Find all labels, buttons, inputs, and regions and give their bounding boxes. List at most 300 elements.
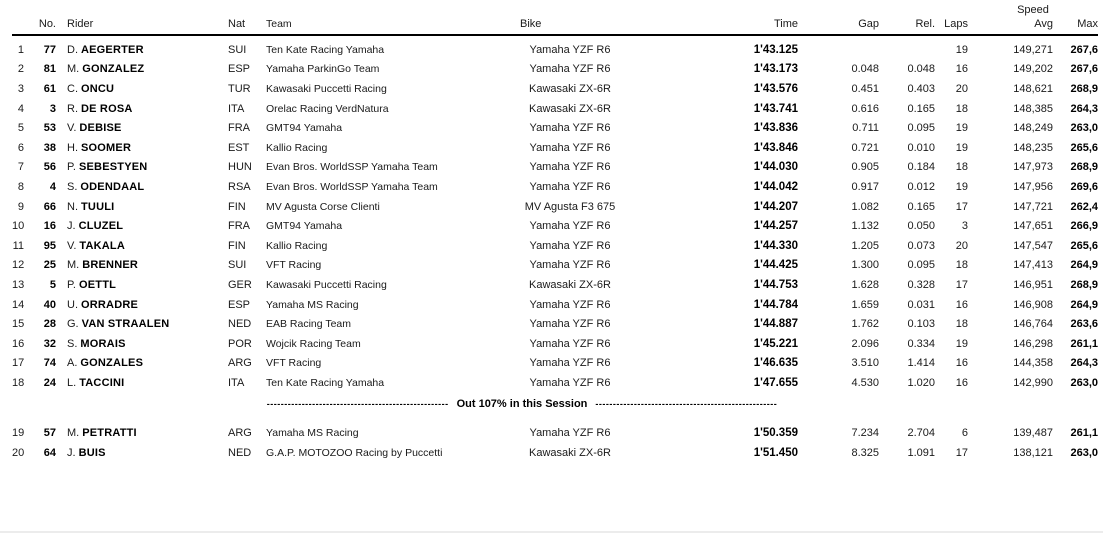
rider-initial: R. — [67, 102, 78, 115]
position-cell: 3 — [17, 82, 24, 95]
rel-cell: 0.328 — [907, 278, 935, 291]
col-header-gap: Gap — [858, 18, 879, 30]
max-speed-cell: 263,0 — [1070, 122, 1098, 135]
team-cell: VFT Racing — [266, 259, 322, 272]
rider-initial: C. — [67, 82, 78, 95]
team-cell: MV Agusta Corse Clienti — [266, 200, 380, 213]
max-speed-cell: 268,9 — [1070, 278, 1098, 291]
avg-speed-cell: 149,271 — [1013, 43, 1053, 56]
cutoff-label: Out 107% in this Session — [456, 397, 588, 410]
avg-speed-cell: 149,202 — [1013, 63, 1053, 76]
rel-cell: 2.704 — [907, 427, 935, 440]
rider-surname: TUULI — [81, 200, 115, 213]
max-speed-cell: 263,6 — [1070, 318, 1098, 331]
bike-cell: Yamaha YZF R6 — [529, 141, 611, 154]
rel-cell: 0.010 — [907, 141, 935, 154]
time-cell: 1'44.207 — [753, 200, 798, 213]
rider-surname: TACCINI — [79, 376, 125, 389]
team-cell: GMT94 Yamaha — [266, 220, 343, 233]
max-speed-cell: 262,4 — [1070, 200, 1098, 213]
laps-cell: 19 — [955, 122, 968, 135]
bike-cell: Yamaha YZF R6 — [529, 357, 611, 370]
avg-speed-cell: 147,413 — [1013, 259, 1053, 272]
position-cell: 8 — [17, 180, 24, 193]
rider-name-cell — [58, 103, 228, 115]
rider-number-cell: 40 — [43, 298, 56, 311]
rider-number-cell: 74 — [43, 357, 56, 370]
rider-surname: ODENDAAL — [80, 180, 145, 193]
gap-cell: 7.234 — [851, 427, 879, 440]
gap-cell: 1.205 — [851, 239, 879, 252]
rider-name-cell — [58, 161, 228, 173]
avg-speed-cell: 147,956 — [1013, 180, 1053, 193]
bike-cell: Yamaha YZF R6 — [529, 63, 611, 76]
rider-name-cell — [58, 201, 228, 213]
laps-cell: 16 — [955, 357, 968, 370]
time-cell: 1'44.784 — [753, 298, 798, 311]
header-rule — [12, 34, 1098, 36]
rel-cell: 0.403 — [907, 82, 935, 95]
bike-cell: Yamaha YZF R6 — [529, 239, 611, 252]
laps-cell: 19 — [955, 43, 968, 56]
time-cell: 1'44.887 — [753, 318, 798, 331]
max-speed-cell: 263,0 — [1070, 376, 1098, 389]
rider-initial: N. — [67, 200, 78, 213]
rider-surname: VAN STRAALEN — [81, 318, 170, 331]
position-cell: 18 — [12, 376, 25, 389]
rider-initial: S. — [67, 180, 78, 193]
laps-cell: 16 — [955, 376, 968, 389]
laps-cell: 16 — [955, 63, 968, 76]
separator-dashes-right: ---------------------------------------------------- — [595, 398, 778, 409]
result-row — [12, 118, 1098, 138]
laps-cell: 20 — [955, 239, 968, 252]
max-speed-cell: 268,9 — [1070, 161, 1098, 174]
nationality-cell: SUI — [228, 259, 247, 272]
column-header-row — [12, 17, 1098, 32]
gap-cell: 0.721 — [851, 141, 879, 154]
gap-cell: 0.711 — [852, 122, 879, 135]
gap-cell: 8.325 — [851, 447, 879, 460]
rider-initial: L. — [67, 376, 77, 389]
nationality-cell: FIN — [228, 239, 246, 252]
result-row — [12, 373, 1098, 393]
bike-cell: Yamaha YZF R6 — [529, 337, 611, 350]
rider-surname: DE ROSA — [81, 102, 133, 115]
col-header-team: Team — [266, 18, 292, 30]
rel-cell: 1.091 — [907, 447, 935, 460]
avg-speed-cell: 144,358 — [1013, 357, 1053, 370]
col-header-rider: Rider — [67, 18, 94, 30]
rider-surname: ORRADRE — [81, 298, 139, 311]
rider-name-cell — [58, 427, 228, 439]
col-header-rel: Rel. — [915, 18, 935, 30]
rel-cell: 0.165 — [907, 102, 935, 115]
nationality-cell: POR — [228, 337, 252, 350]
bike-cell: Yamaha YZF R6 — [529, 298, 611, 311]
result-row — [12, 295, 1098, 315]
rider-surname: TAKALA — [79, 239, 125, 252]
position-cell: 13 — [12, 278, 25, 291]
rider-number-cell: 61 — [43, 82, 56, 95]
nationality-cell: HUN — [228, 161, 252, 174]
rel-cell: 1.020 — [907, 376, 935, 389]
rider-name-cell — [58, 181, 228, 193]
rider-initial: U. — [67, 298, 78, 311]
rider-number-cell: 66 — [43, 200, 56, 213]
laps-cell: 18 — [955, 318, 968, 331]
result-row — [12, 256, 1098, 276]
avg-speed-cell: 146,298 — [1013, 337, 1053, 350]
team-cell: Yamaha MS Racing — [266, 427, 359, 440]
rel-cell: 0.095 — [907, 122, 935, 135]
bike-cell: Yamaha YZF R6 — [529, 43, 611, 56]
team-cell: EAB Racing Team — [266, 318, 352, 331]
position-cell: 17 — [12, 357, 25, 370]
rider-surname: GONZALEZ — [82, 63, 145, 76]
rider-initial: D. — [67, 43, 78, 56]
position-cell: 12 — [12, 259, 25, 272]
gap-cell: 0.917 — [851, 180, 879, 193]
rider-name-cell — [58, 44, 228, 56]
nationality-cell: ESP — [228, 298, 251, 311]
position-cell: 19 — [12, 427, 25, 440]
speed-group-header: Speed — [1017, 4, 1049, 16]
nationality-cell: FRA — [228, 220, 250, 233]
gap-cell: 1.762 — [851, 318, 879, 331]
gap-cell: 1.082 — [851, 200, 879, 213]
position-cell: 20 — [12, 447, 25, 460]
gap-cell: 0.616 — [851, 102, 879, 115]
time-cell: 1'44.257 — [753, 220, 798, 233]
bike-cell: Kawasaki ZX-6R — [529, 82, 611, 95]
rider-number-cell: 24 — [43, 376, 56, 389]
rider-number-cell: 3 — [49, 102, 56, 115]
result-row — [12, 138, 1098, 158]
rider-initial: H. — [67, 141, 78, 154]
team-cell: Kallio Racing — [266, 239, 328, 252]
rel-cell: 0.184 — [907, 161, 935, 174]
time-cell: 1'43.846 — [753, 141, 798, 154]
col-header-max: Max — [1077, 18, 1098, 30]
rider-number-cell: 64 — [43, 447, 56, 460]
rider-surname: AEGERTER — [81, 43, 144, 56]
nationality-cell: ITA — [228, 102, 245, 115]
rider-initial: G. — [67, 318, 79, 331]
classified-rows — [12, 40, 1098, 393]
avg-speed-cell: 146,764 — [1013, 318, 1053, 331]
result-row — [12, 40, 1098, 60]
avg-speed-cell: 138,121 — [1013, 447, 1053, 460]
result-row — [12, 314, 1098, 334]
nationality-cell: NED — [228, 318, 252, 331]
rel-cell: 0.165 — [907, 200, 935, 213]
position-cell: 1 — [17, 43, 24, 56]
max-speed-cell: 266,9 — [1070, 220, 1098, 233]
rider-initial: V. — [67, 122, 77, 135]
team-cell: GMT94 Yamaha — [266, 122, 343, 135]
rider-initial: J. — [67, 447, 76, 460]
rider-name-cell — [58, 299, 228, 311]
rider-name-cell — [58, 338, 228, 350]
rider-number-cell: 57 — [43, 427, 56, 440]
result-row — [12, 334, 1098, 354]
laps-cell: 3 — [961, 220, 968, 233]
rider-surname: SOOMER — [81, 141, 132, 154]
team-cell: Kawasaki Puccetti Racing — [266, 278, 387, 291]
time-cell: 1'44.425 — [753, 259, 798, 272]
bike-cell: Kawasaki ZX-6R — [529, 278, 611, 291]
time-cell: 1'47.655 — [753, 376, 798, 389]
time-cell: 1'44.753 — [753, 278, 798, 291]
gap-cell: 1.132 — [851, 220, 879, 233]
laps-cell: 18 — [955, 259, 968, 272]
nationality-cell: NED — [228, 447, 252, 460]
bike-cell: Yamaha YZF R6 — [529, 376, 611, 389]
rider-surname: MORAIS — [80, 337, 126, 350]
result-row — [12, 236, 1098, 256]
time-cell: 1'44.042 — [753, 180, 798, 193]
rider-name-cell — [58, 122, 228, 134]
result-row — [12, 158, 1098, 178]
position-cell: 10 — [12, 220, 25, 233]
gap-cell: 1.628 — [851, 278, 879, 291]
rider-initial: M. — [67, 259, 80, 272]
gap-cell: 0.451 — [851, 82, 879, 95]
team-cell: Wojcik Racing Team — [266, 337, 361, 350]
position-cell: 4 — [17, 102, 24, 115]
time-cell: 1'45.221 — [753, 337, 798, 350]
laps-cell: 17 — [955, 200, 968, 213]
nationality-cell: ESP — [228, 63, 251, 76]
time-cell: 1'44.030 — [753, 161, 798, 174]
team-cell: Ten Kate Racing Yamaha — [266, 43, 385, 56]
rider-surname: GONZALES — [80, 357, 144, 370]
rider-name-cell — [58, 63, 228, 75]
rider-name-cell — [58, 220, 228, 232]
position-cell: 11 — [12, 239, 24, 252]
rider-number-cell: 81 — [43, 63, 56, 76]
result-row — [12, 79, 1098, 99]
rider-initial: V. — [67, 239, 77, 252]
rider-number-cell: 16 — [43, 220, 56, 233]
bike-cell: MV Agusta F3 675 — [524, 200, 616, 213]
max-speed-cell: 264,3 — [1070, 102, 1098, 115]
time-cell: 1'46.635 — [753, 357, 798, 370]
result-row — [12, 99, 1098, 119]
avg-speed-cell: 147,651 — [1013, 220, 1053, 233]
col-header-avg: Avg — [1034, 18, 1053, 30]
laps-cell: 16 — [955, 298, 968, 311]
gap-cell: 3.510 — [851, 357, 879, 370]
max-speed-cell: 268,9 — [1070, 82, 1098, 95]
time-cell: 1'50.359 — [753, 427, 798, 440]
max-speed-cell: 269,6 — [1070, 180, 1098, 193]
rider-initial: M. — [67, 63, 80, 76]
bike-cell: Yamaha YZF R6 — [529, 161, 611, 174]
result-row — [12, 177, 1098, 197]
max-speed-cell: 267,6 — [1070, 63, 1098, 76]
avg-speed-cell: 147,721 — [1013, 200, 1053, 213]
team-cell: Yamaha MS Racing — [266, 298, 359, 311]
time-cell: 1'43.741 — [753, 102, 798, 115]
position-cell: 14 — [12, 298, 25, 311]
rider-initial: P. — [67, 278, 76, 291]
time-cell: 1'43.836 — [753, 122, 798, 135]
rel-cell: 0.073 — [907, 239, 935, 252]
rider-surname: ONCU — [81, 82, 115, 95]
col-header-no: No. — [38, 18, 56, 30]
team-cell: Ten Kate Racing Yamaha — [266, 376, 385, 389]
rider-name-cell — [58, 279, 228, 291]
rel-cell: 0.103 — [907, 318, 935, 331]
nationality-cell: SUI — [228, 43, 247, 56]
max-speed-cell: 265,6 — [1070, 239, 1098, 252]
bike-cell: Kawasaki ZX-6R — [529, 102, 611, 115]
gap-cell: 4.530 — [851, 376, 879, 389]
time-cell: 1'44.330 — [753, 239, 798, 252]
team-cell: Orelac Racing VerdNatura — [266, 102, 389, 115]
rider-name-cell — [58, 259, 228, 271]
avg-speed-cell: 148,621 — [1013, 82, 1053, 95]
result-row — [12, 424, 1098, 444]
max-speed-cell: 261,1 — [1070, 427, 1098, 440]
rider-name-cell — [58, 318, 228, 330]
rider-number-cell: 77 — [43, 43, 56, 56]
team-cell: VFT Racing — [266, 357, 322, 370]
gap-cell: 2.096 — [851, 337, 879, 350]
bike-cell: Yamaha YZF R6 — [529, 122, 611, 135]
max-speed-cell: 265,6 — [1070, 141, 1098, 154]
gap-cell: 0.905 — [851, 161, 879, 174]
bike-cell: Yamaha YZF R6 — [529, 180, 611, 193]
avg-speed-cell: 147,547 — [1013, 239, 1053, 252]
team-cell: Kawasaki Puccetti Racing — [266, 82, 387, 95]
rider-initial: S. — [67, 337, 78, 350]
max-speed-cell: 264,9 — [1070, 298, 1098, 311]
cutoff-separator — [12, 394, 1032, 414]
col-header-nat: Nat — [228, 18, 246, 30]
rel-cell: 0.031 — [907, 298, 935, 311]
max-speed-cell: 264,9 — [1070, 259, 1098, 272]
laps-cell: 18 — [955, 102, 968, 115]
rider-name-cell — [58, 142, 228, 154]
gap-cell: 0.048 — [851, 63, 879, 76]
rider-number-cell: 28 — [43, 318, 56, 331]
time-cell: 1'43.125 — [753, 43, 798, 56]
laps-cell: 20 — [955, 82, 968, 95]
nationality-cell: FIN — [228, 200, 246, 213]
rider-name-cell — [58, 357, 228, 369]
nationality-cell: EST — [228, 141, 250, 154]
rider-surname: OETTL — [78, 278, 117, 291]
rel-cell: 0.050 — [907, 220, 935, 233]
rider-surname: BUIS — [78, 447, 106, 460]
laps-cell: 19 — [955, 337, 968, 350]
result-row — [12, 216, 1098, 236]
laps-cell: 19 — [955, 180, 968, 193]
rider-number-cell: 5 — [49, 278, 56, 291]
bike-cell: Yamaha YZF R6 — [529, 220, 611, 233]
col-header-time: Time — [773, 18, 798, 30]
time-cell: 1'43.576 — [753, 82, 798, 95]
result-row — [12, 354, 1098, 374]
result-row — [12, 443, 1098, 463]
rel-cell: 0.012 — [907, 180, 935, 193]
bike-cell: Yamaha YZF R6 — [529, 318, 611, 331]
rel-cell: 0.334 — [907, 337, 935, 350]
nationality-cell: ITA — [228, 376, 245, 389]
position-cell: 2 — [17, 63, 24, 76]
speed-group-header-row — [12, 4, 1098, 17]
out-107-rows — [12, 424, 1098, 463]
avg-speed-cell: 148,385 — [1013, 102, 1053, 115]
rider-name-cell — [58, 83, 228, 95]
laps-cell: 17 — [955, 447, 968, 460]
position-cell: 9 — [17, 200, 24, 213]
time-cell: 1'51.450 — [753, 447, 798, 460]
rider-initial: P. — [67, 161, 76, 174]
laps-cell: 6 — [961, 427, 968, 440]
rider-number-cell: 25 — [43, 259, 56, 272]
rider-number-cell: 38 — [43, 141, 56, 154]
result-row — [12, 197, 1098, 217]
team-cell: Evan Bros. WorldSSP Yamaha Team — [266, 180, 438, 193]
rider-number-cell: 32 — [43, 337, 56, 350]
rider-surname: SEBESTYEN — [78, 161, 148, 174]
rel-cell: 0.095 — [907, 259, 935, 272]
laps-cell: 19 — [955, 141, 968, 154]
rider-number-cell: 56 — [43, 161, 56, 174]
position-cell: 5 — [17, 122, 24, 135]
position-cell: 16 — [12, 337, 25, 350]
rider-surname: BRENNER — [82, 259, 139, 272]
gap-cell: 1.659 — [851, 298, 879, 311]
avg-speed-cell: 148,249 — [1013, 122, 1053, 135]
laps-cell: 17 — [955, 278, 968, 291]
position-cell: 7 — [17, 161, 24, 174]
rider-name-cell — [58, 377, 228, 389]
timing-results-sheet — [12, 4, 1098, 463]
avg-speed-cell: 146,908 — [1013, 298, 1053, 311]
rel-cell: 1.414 — [907, 357, 935, 370]
rider-initial: J. — [67, 220, 76, 233]
max-speed-cell: 261,1 — [1070, 337, 1098, 350]
rider-name-cell — [58, 447, 228, 459]
team-cell: Kallio Racing — [266, 141, 328, 154]
team-cell: Evan Bros. WorldSSP Yamaha Team — [266, 161, 438, 174]
bike-cell: Yamaha YZF R6 — [529, 427, 611, 440]
position-cell: 6 — [17, 141, 24, 154]
bike-cell: Yamaha YZF R6 — [529, 259, 611, 272]
max-speed-cell: 267,6 — [1070, 43, 1098, 56]
rider-number-cell: 53 — [43, 122, 56, 135]
nationality-cell: ARG — [228, 357, 252, 370]
rider-surname: CLUZEL — [78, 220, 124, 233]
rider-number-cell: 95 — [43, 239, 56, 252]
avg-speed-cell: 142,990 — [1013, 376, 1053, 389]
bike-cell: Kawasaki ZX-6R — [529, 447, 611, 460]
nationality-cell: FRA — [228, 122, 250, 135]
rider-surname: DEBISE — [79, 122, 122, 135]
rider-number-cell: 4 — [49, 180, 56, 193]
laps-cell: 18 — [955, 161, 968, 174]
result-row — [12, 275, 1098, 295]
rider-surname: PETRATTI — [82, 427, 137, 440]
rider-initial: M. — [67, 427, 80, 440]
max-speed-cell: 263,0 — [1070, 447, 1098, 460]
result-row — [12, 60, 1098, 80]
